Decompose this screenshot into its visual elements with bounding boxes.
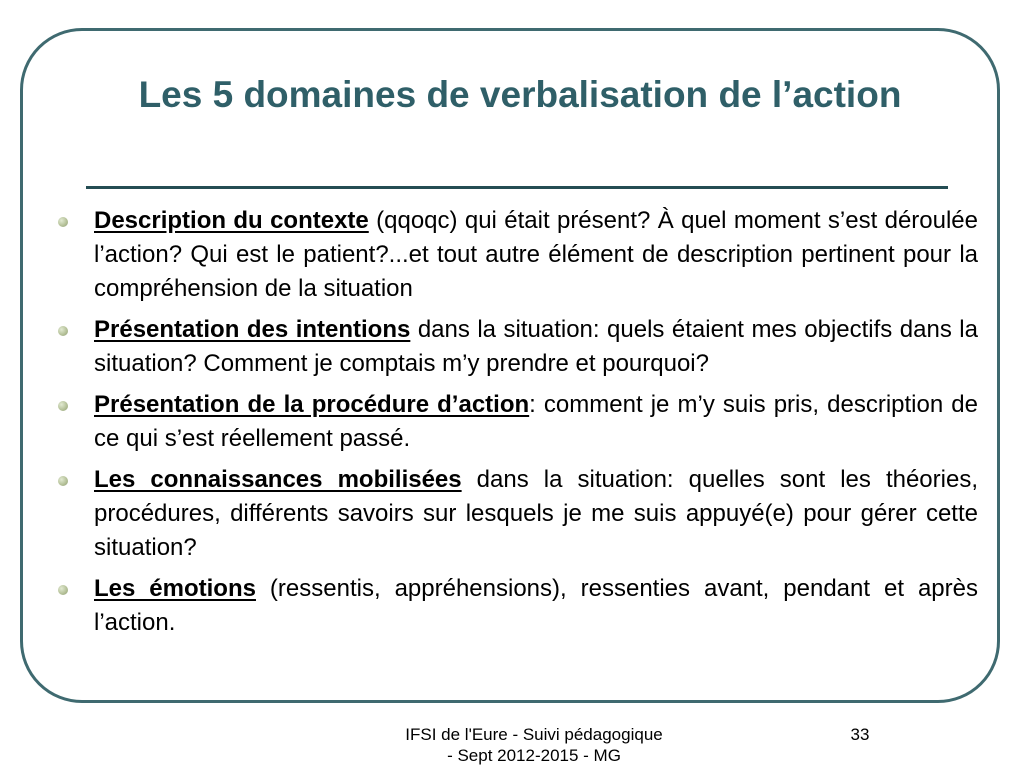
bullet-item-connaissances: [52, 463, 978, 565]
bullet-text: dans la situation: quelles sont les théories, procédures, différents savoirs sur lesquels je me suis appuyé(e) pour gérer cette situation?: [94, 466, 978, 561]
bullet-text: (qqoqc) qui était présent? À quel moment s’est déroulée l’action? Qui est le patient?...et tout autre élément de description pertinent pour la compréhension de la situation: [94, 207, 979, 302]
bullet-heading: Les connaissances mobilisées: [94, 466, 462, 493]
bullet-icon: [58, 401, 68, 411]
bullet-item-emotions: [52, 572, 978, 640]
bullet-text: : comment je m’y suis pris, description de ce qui s’est réellement passé.: [94, 391, 978, 452]
footer: [350, 724, 718, 766]
bullet-text: (ressentis, appréhensions), ressenties avant, pendant et après l’action.: [94, 575, 978, 636]
bullet-text: dans la situation: quels étaient mes objectifs dans la situation? Comment je comptais m’y prendre et pourquoi?: [94, 316, 978, 377]
bullet-heading: Présentation de la procédure d’action: [94, 391, 530, 418]
bullet-icon: [58, 585, 68, 595]
bullet-list: [52, 204, 978, 647]
title-underline: [86, 186, 948, 189]
bullet-icon: [58, 476, 68, 486]
page-number: 33: [850, 725, 870, 744]
bullet-item-intentions: [52, 313, 978, 381]
bullet-item-procedure: [52, 388, 978, 456]
bullet-item-contexte: [52, 204, 978, 306]
slide-title: Les 5 domaines de verbalisation de l’action: [138, 74, 902, 115]
bullet-icon: [58, 326, 68, 336]
footer-line-2: - Sept 2012-2015 - MG: [447, 746, 621, 765]
bullet-icon: [58, 217, 68, 227]
bullet-heading: Présentation des intentions: [94, 316, 411, 343]
footer-line-1: IFSI de l'Eure - Suivi pédagogique: [405, 725, 663, 744]
bullet-heading: Les émotions: [94, 575, 256, 602]
bullet-heading: Description du contexte: [94, 207, 369, 234]
